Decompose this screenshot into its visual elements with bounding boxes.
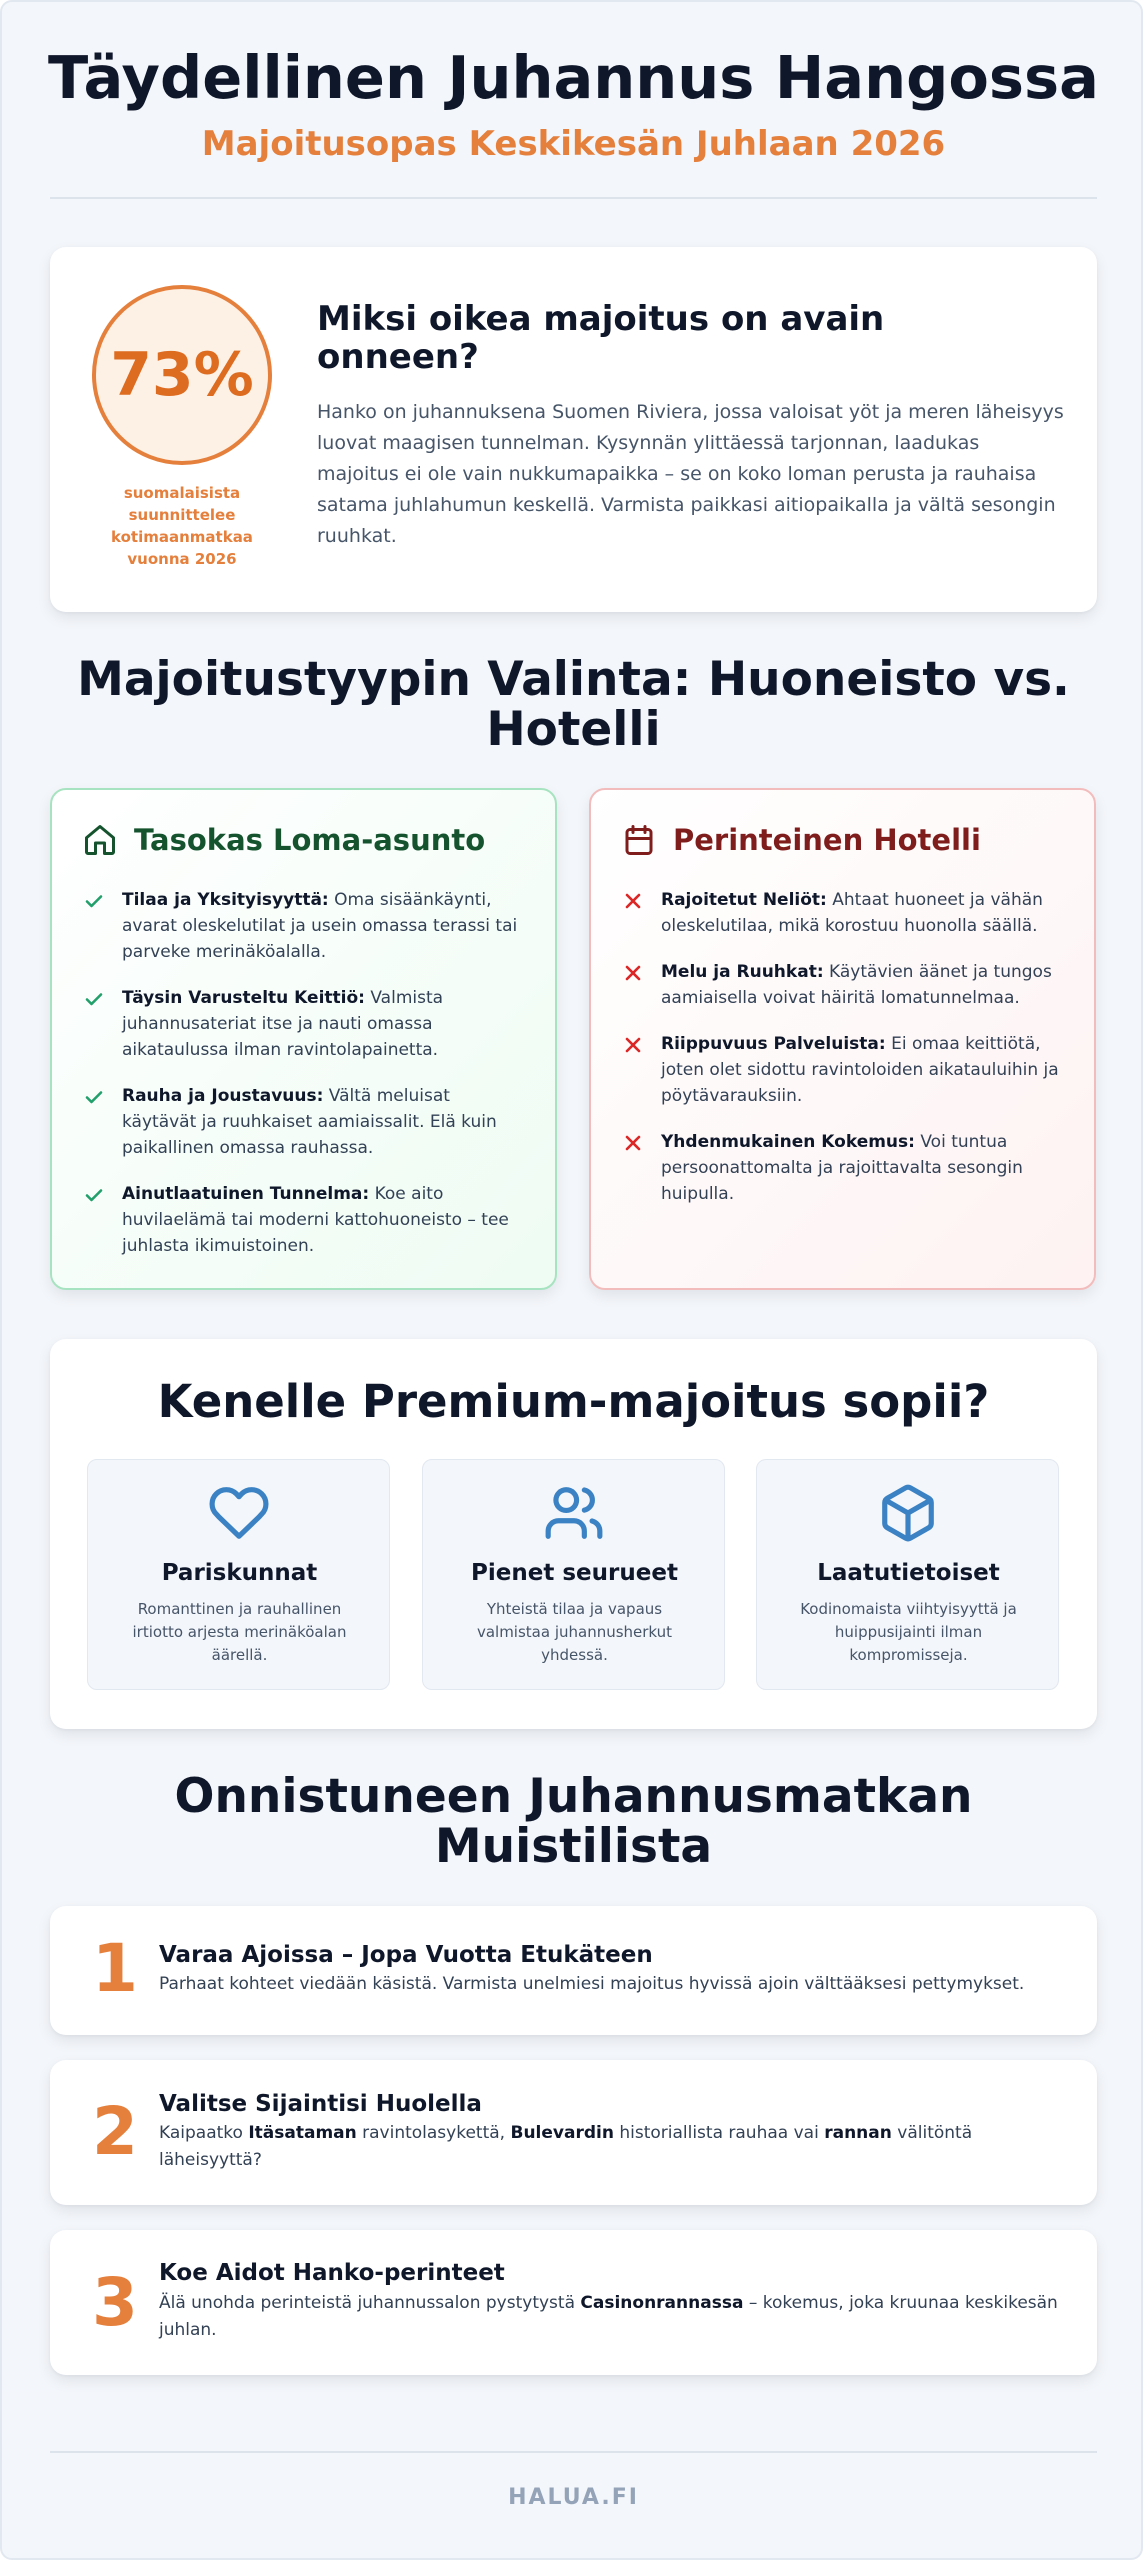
- item-label: Tilaa ja Yksityisyyttä:: [122, 890, 329, 910]
- checklist-step: [50, 1906, 1097, 2035]
- pro-item: [82, 887, 527, 965]
- audience-box-title: Pariskunnat: [161, 1560, 318, 1586]
- page-title: Täydellinen Juhannus Hangossa: [48, 43, 1099, 112]
- check-icon: [82, 889, 106, 913]
- home-icon: [82, 822, 118, 858]
- item-text: Rajoitetut Neliöt: Ahtaat huoneet ja vähän oleskelutilaa, mikä korostuu huonolla säällä.: [661, 890, 1043, 936]
- hotel-card-title: Perinteinen Hotelli: [673, 823, 981, 857]
- check-icon: [82, 987, 106, 1011]
- audience-box-title: Pienet seurueet: [471, 1560, 678, 1586]
- audience-title: Kenelle Premium-majoitus sopii?: [157, 1375, 990, 1428]
- step-number: 3: [92, 2264, 138, 2341]
- page-subtitle: Majoitusopas Keskikesän Juhlaan 2026: [201, 124, 946, 164]
- item-label: Melu ja Ruuhkat:: [661, 962, 824, 982]
- pro-item: [82, 1083, 527, 1161]
- highlight-text: Casinonrannassa: [580, 2293, 744, 2313]
- stat-heading: Miksi oikea majoitus on avain onneen?: [317, 299, 885, 377]
- audience-box-text: Kodinomaista viihtyisyyttä ja huippusijainti ilman kompromisseja.: [800, 1600, 1017, 1664]
- checklist-step: [50, 2230, 1097, 2375]
- heart-icon: [208, 1482, 270, 1544]
- pro-item: [82, 1181, 527, 1259]
- page-header: [2, 42, 1143, 166]
- users-icon: [543, 1482, 605, 1544]
- stat-value: 73%: [110, 340, 254, 410]
- highlight-text: rannan: [824, 2123, 892, 2143]
- item-label: Täysin Varusteltu Keittiö:: [122, 988, 365, 1008]
- checklist-title: Onnistuneen Juhannusmatkan Muistilista: [174, 1769, 973, 1874]
- step-text: Älä unohda perinteistä juhannussalon pystytystä Casinonrannassa – kokemus, joka kruunaa keskikesän juhlan.: [159, 2293, 1058, 2340]
- x-icon: [621, 961, 645, 985]
- x-icon: [621, 1131, 645, 1155]
- highlight-text: Bulevardin: [510, 2123, 614, 2143]
- cube-icon: [877, 1482, 939, 1544]
- step-number: 1: [92, 1930, 138, 2007]
- apartment-card: [50, 788, 557, 1290]
- step-number: 2: [92, 2093, 138, 2170]
- checklist-step: [50, 2060, 1097, 2205]
- step-title: Varaa Ajoissa – Jopa Vuotta Etukäteen: [159, 1942, 653, 1968]
- stat-circle: [92, 285, 272, 465]
- item-text: Yhdenmukainen Kokemus: Voi tuntua persoonattomalta ja rajoittavalta sesongin huipulla.: [661, 1132, 1023, 1204]
- con-item: [621, 1031, 1066, 1109]
- divider: [50, 197, 1097, 199]
- step-title: Koe Aidot Hanko-perinteet: [159, 2260, 505, 2286]
- audience-box-couples: [87, 1459, 390, 1690]
- stat-text: Hanko on juhannuksena Suomen Riviera, jossa valoisat yöt ja meren läheisyys luovat maagisen tunnelman. Kysynnän ylittäessä tarjonnan, laadukas majoitus ei ole vain nukkumapaikka – se on koko loman perusta ja rauhaisa satama juhlahumun keskellä. Varmista paikkasi aitiopaikalla ja vältä sesongin ruuhkat.: [317, 401, 1064, 547]
- step-title: Valitse Sijaintisi Huolella: [159, 2091, 482, 2117]
- divider: [50, 2451, 1097, 2453]
- audience-box-text: Romanttinen ja rauhallinen irtiotto arjesta merinäköalan äärellä.: [132, 1600, 347, 1664]
- audience-box-quality: [756, 1459, 1059, 1690]
- item-text: Rauha ja Joustavuus: Vältä meluisat käytävät ja ruuhkaiset aamiaissalit. Elä kuin paikallinen omassa rauhassa.: [122, 1086, 497, 1158]
- audience-card: [50, 1339, 1097, 1729]
- con-item: [621, 959, 1066, 1011]
- hotel-cons-list: [621, 887, 1066, 1207]
- item-label: Rauha ja Joustavuus:: [122, 1086, 324, 1106]
- apartment-card-title: Tasokas Loma-asunto: [134, 823, 486, 857]
- item-label: Rajoitetut Neliöt:: [661, 890, 827, 910]
- calendar-icon: [621, 822, 657, 858]
- apartment-pros-list: [82, 887, 527, 1259]
- item-text: Riippuvuus Palveluista: Ei omaa keittiötä, joten olet sidottu ravintoloiden aikatauluihin ja pöytävarauksiin.: [661, 1034, 1059, 1106]
- audience-box-groups: [422, 1459, 725, 1690]
- item-text: Ainutlaatuinen Tunnelma: Koe aito huvilaelämä tai moderni kattohuoneisto – tee juhlasta ikimuistoinen.: [122, 1184, 509, 1256]
- step-text: Kaipaatko Itäsataman ravintolasykettä, Bulevardin historiallista rauhaa vai rannan välitöntä läheisyyttä?: [159, 2123, 973, 2170]
- item-text: Melu ja Ruuhkat: Käytävien äänet ja tungos aamiaisella voivat häiritä lomatunnelmaa.: [661, 962, 1052, 1008]
- footer-brand: HALUA.FI: [508, 2485, 639, 2510]
- stat-caption: suomalaisista suunnittelee kotimaanmatkaa vuonna 2026: [111, 484, 253, 568]
- highlight-text: Itäsataman: [248, 2123, 357, 2143]
- comparison-title: Majoitustyypin Valinta: Huoneisto vs. Hotelli: [77, 652, 1070, 757]
- x-icon: [621, 889, 645, 913]
- pro-item: [82, 985, 527, 1063]
- con-item: [621, 887, 1066, 939]
- hotel-card-header: [621, 820, 1066, 860]
- item-text: Täysin Varusteltu Keittiö: Valmista juhannusateriat itse ja nauti omassa aikataulussa ilman ravintolapainetta.: [122, 988, 444, 1060]
- check-icon: [82, 1183, 106, 1207]
- apartment-card-header: [82, 820, 527, 860]
- stat-card: [50, 247, 1097, 612]
- check-icon: [82, 1085, 106, 1109]
- con-item: [621, 1129, 1066, 1207]
- step-text: Parhaat kohteet viedään käsistä. Varmista unelmiesi majoitus hyvissä ajoin välttääksesi pettymykset.: [159, 1974, 1025, 1994]
- item-label: Yhdenmukainen Kokemus:: [661, 1132, 915, 1152]
- x-icon: [621, 1033, 645, 1057]
- audience-box-text: Yhteistä tilaa ja vapaus valmistaa juhannusherkut yhdessä.: [476, 1600, 673, 1664]
- hotel-card: [589, 788, 1096, 1290]
- item-label: Ainutlaatuinen Tunnelma:: [122, 1184, 370, 1204]
- audience-box-title: Laatutietoiset: [817, 1560, 1000, 1586]
- item-text: Tilaa ja Yksityisyyttä: Oma sisäänkäynti, avarat oleskelutilat ja usein omassa terassi tai parveke merinäköalalla.: [122, 890, 518, 962]
- item-label: Riippuvuus Palveluista:: [661, 1034, 886, 1054]
